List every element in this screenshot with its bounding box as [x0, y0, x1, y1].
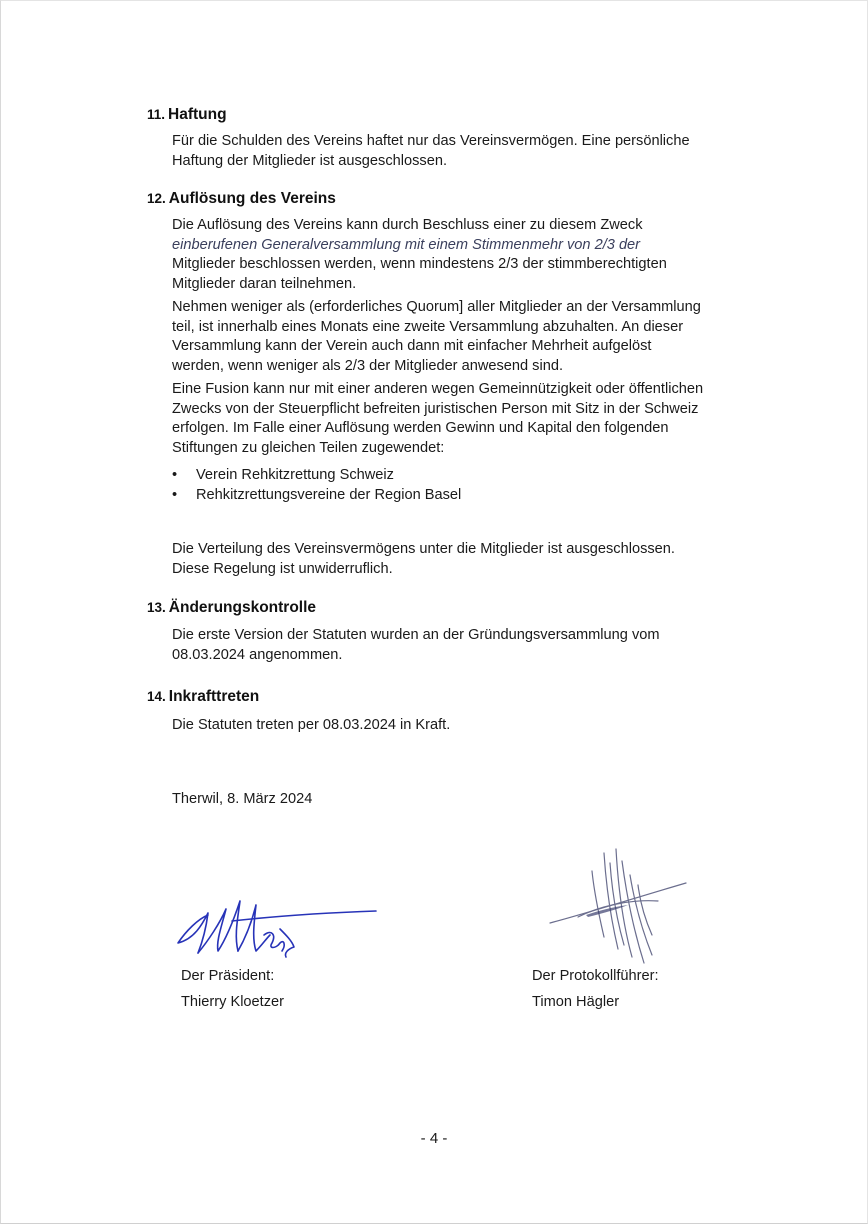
section-13-number: 13. [147, 600, 166, 615]
secretary-signature [548, 845, 693, 970]
bullet-icon: • [172, 467, 178, 483]
section-11-paragraph [172, 132, 772, 171]
text-line: Die Verteilung des Vereinsvermögens unter die Mitglieder ist ausgeschlossen. [172, 541, 675, 557]
section-12-paragraph-3 [172, 380, 772, 458]
section-13-paragraph [172, 626, 772, 665]
text-line: Die Auflösung des Vereins kann durch Beschluss einer zu diesem Zweck [172, 217, 643, 233]
place-date [172, 790, 772, 810]
page-number: - 4 - [420, 1130, 448, 1147]
text-line: Die erste Version der Statuten wurden an der Gründungsversammlung vom [172, 627, 660, 643]
secretary-name: Timon Hägler [532, 994, 620, 1010]
section-13-heading [147, 599, 316, 617]
text-line: einberufenen Generalversammlung mit einem Stimmenmehr von 2/3 der [172, 236, 641, 253]
text-line: Zwecks von der Steuerpflicht befreiten juristischen Person mit Sitz in der Schweiz [172, 400, 699, 417]
section-14-paragraph [172, 716, 772, 736]
text-line: erfolgen. Im Falle einer Auflösung werden Gewinn und Kapital den folgenden [172, 420, 669, 436]
section-11-title: Haftung [168, 106, 227, 123]
text-line: Nehmen weniger als (erforderliches Quorum] aller Mitglieder an der Versammlung [172, 299, 701, 315]
list-item-text: Verein Rehkitzrettung Schweiz [196, 467, 394, 483]
text-line: Für die Schulden des Vereins haftet nur das Vereinsvermögen. Eine persönliche [172, 133, 690, 149]
section-11-heading [147, 106, 227, 124]
text-line: Stiftungen zu gleichen Teilen zugewendet: [172, 439, 445, 456]
list-item [172, 465, 461, 485]
list-item-text: Rehkitzrettungsvereine der Region Basel [196, 487, 462, 503]
section-14-heading [147, 688, 259, 706]
section-12-paragraph-1 [172, 216, 772, 294]
text-line: Eine Fusion kann nur mit einer anderen wegen Gemeinnützigkeit oder öffentlichen [172, 381, 704, 397]
president-name: Thierry Kloetzer [181, 994, 284, 1010]
text-line: Versammlung kann der Verein auch dann mit einfacher Mehrheit aufgelöst [172, 338, 652, 354]
text-line: Die Statuten treten per 08.03.2024 in Kraft. [172, 717, 451, 733]
list-item [172, 485, 461, 505]
section-12-closing [172, 540, 772, 579]
text-line: 08.03.2024 angenommen. [172, 646, 343, 663]
text-line: werden, wenn weniger als 2/3 der Mitglieder anwesend sind. [172, 357, 564, 374]
text-line: Haftung der Mitglieder ist ausgeschlossen. [172, 152, 447, 169]
section-14-number: 14. [147, 689, 166, 704]
section-12-heading [147, 190, 336, 208]
secretary-role: Der Protokollführer: [532, 968, 659, 984]
president-role: Der Präsident: [181, 968, 275, 984]
foundation-list [172, 465, 461, 505]
section-12-title: Auflösung des Vereins [168, 190, 336, 207]
text-line: Diese Regelung ist unwiderruflich. [172, 560, 393, 577]
section-11-number: 11. [147, 107, 166, 122]
president-signature [168, 895, 383, 967]
section-12-paragraph-2 [172, 298, 772, 376]
text-line: teil, ist innerhalb eines Monats eine zweite Versammlung abzuhalten. An dieser [172, 318, 684, 335]
bullet-icon: • [172, 487, 178, 503]
section-13-title: Änderungskontrolle [168, 599, 317, 616]
text-line: Mitglieder beschlossen werden, wenn mindestens 2/3 der stimmberechtigten [172, 256, 667, 272]
place-date-text: Therwil, 8. März 2024 [172, 791, 313, 807]
text-line: Mitglieder daran teilnehmen. [172, 275, 357, 292]
section-14-title: Inkrafttreten [168, 688, 260, 705]
section-12-number: 12. [147, 191, 166, 206]
